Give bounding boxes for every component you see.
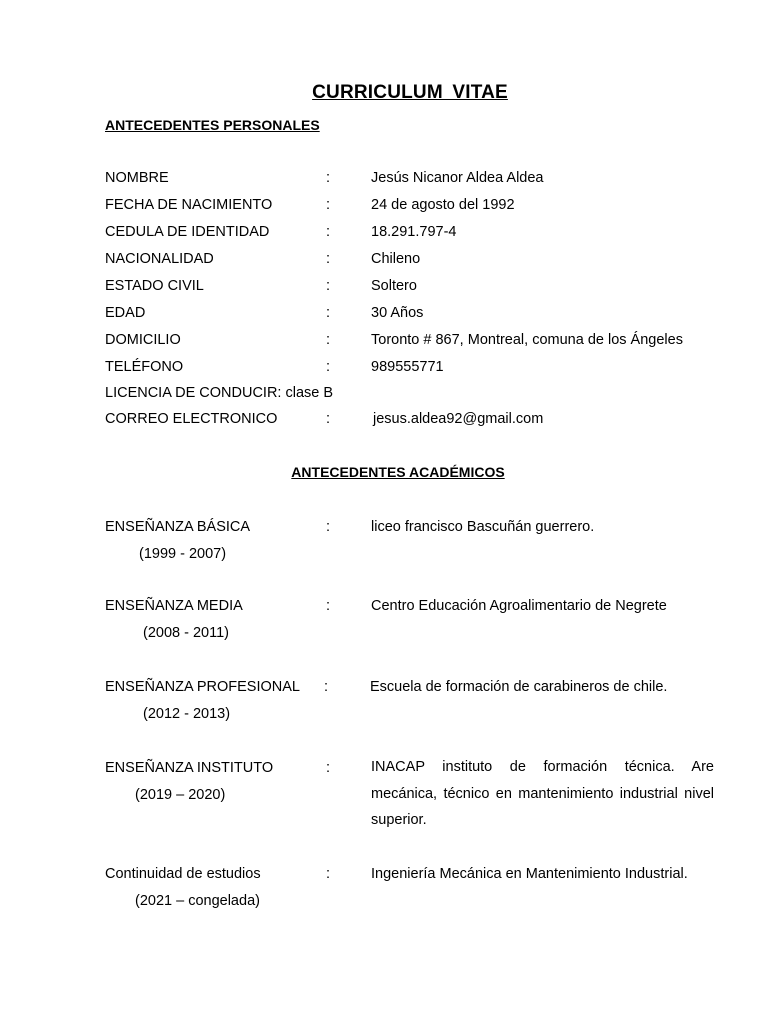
field-colon: : (326, 760, 331, 776)
field-label: FECHA DE NACIMIENTO (105, 197, 273, 213)
field-correo (0, 411, 768, 438)
field-label: CEDULA DE IDENTIDAD (105, 224, 270, 240)
academic-label: ENSEÑANZA BÁSICA (105, 519, 251, 535)
academic-value: INACAP instituto de formación técnica. Are mecánica, técnico en mantenimiento industrial nivel superior. (371, 759, 714, 828)
field-value: Soltero (371, 278, 417, 294)
field-colon: : (326, 866, 331, 882)
field-nombre (0, 170, 768, 197)
field-colon: : (326, 197, 331, 213)
field-colon: : (326, 224, 331, 240)
field-label: CORREO ELECTRONICO (105, 411, 278, 427)
field-value: jesus.aldea92@gmail.com (373, 411, 544, 427)
field-colon: : (326, 519, 331, 535)
field-value: 989555771 (371, 359, 444, 375)
field-label: NOMBRE (105, 170, 169, 186)
field-fecha-nacimiento (0, 197, 768, 224)
field-cedula (0, 224, 768, 251)
academic-label: ENSEÑANZA MEDIA (105, 598, 243, 614)
academic-label: ENSEÑANZA PROFESIONAL (105, 679, 300, 695)
academic-years: (2008 - 2011) (143, 625, 229, 641)
field-label: DOMICILIO (105, 332, 181, 348)
personal-section-heading: ANTECEDENTES PERSONALES (105, 117, 320, 133)
field-domicilio (0, 332, 768, 359)
field-label: LICENCIA DE CONDUCIR: clase B (105, 385, 334, 401)
academic-section-heading: ANTECEDENTES ACADÉMICOS (291, 464, 505, 480)
field-value: Chileno (371, 251, 421, 267)
academic-label: ENSEÑANZA INSTITUTO (105, 760, 274, 776)
academic-value: liceo francisco Bascuñán guerrero. (371, 519, 595, 535)
field-licencia (0, 385, 768, 412)
field-label: ESTADO CIVIL (105, 278, 204, 294)
field-value: Jesús Nicanor Aldea Aldea (371, 170, 544, 186)
field-value: Toronto # 867, Montreal, comuna de los Ángeles (371, 332, 683, 348)
field-colon: : (326, 305, 331, 321)
field-colon: : (326, 359, 331, 375)
field-colon: : (324, 679, 329, 695)
field-label: EDAD (105, 305, 146, 321)
field-colon: : (326, 251, 331, 267)
field-label: NACIONALIDAD (105, 251, 214, 267)
academic-years: (2019 – 2020) (135, 787, 226, 803)
field-estado-civil (0, 278, 768, 305)
field-label: TELÉFONO (105, 359, 184, 375)
field-edad (0, 305, 768, 332)
academic-label: Continuidad de estudios (105, 866, 261, 882)
field-colon: : (326, 598, 331, 614)
academic-years: (2012 - 2013) (143, 706, 231, 722)
academic-years: (1999 - 2007) (139, 546, 227, 562)
document-title: CURRICULUM VITAE (312, 82, 508, 103)
academic-value: Centro Educación Agroalimentario de Negrete (371, 598, 667, 614)
field-value: 24 de agosto del 1992 (371, 197, 515, 213)
field-value: 18.291.797-4 (371, 224, 457, 240)
academic-value: Escuela de formación de carabineros de chile. (370, 679, 668, 695)
academic-value: Ingeniería Mecánica en Mantenimiento Industrial. (371, 866, 688, 882)
field-colon: : (326, 332, 331, 348)
field-nacionalidad (0, 251, 768, 278)
field-telefono (0, 359, 768, 386)
field-colon: : (326, 278, 331, 294)
field-colon: : (326, 170, 331, 186)
field-value: 30 Años (371, 305, 424, 321)
academic-years: (2021 – congelada) (135, 893, 260, 909)
field-colon: : (326, 411, 331, 427)
